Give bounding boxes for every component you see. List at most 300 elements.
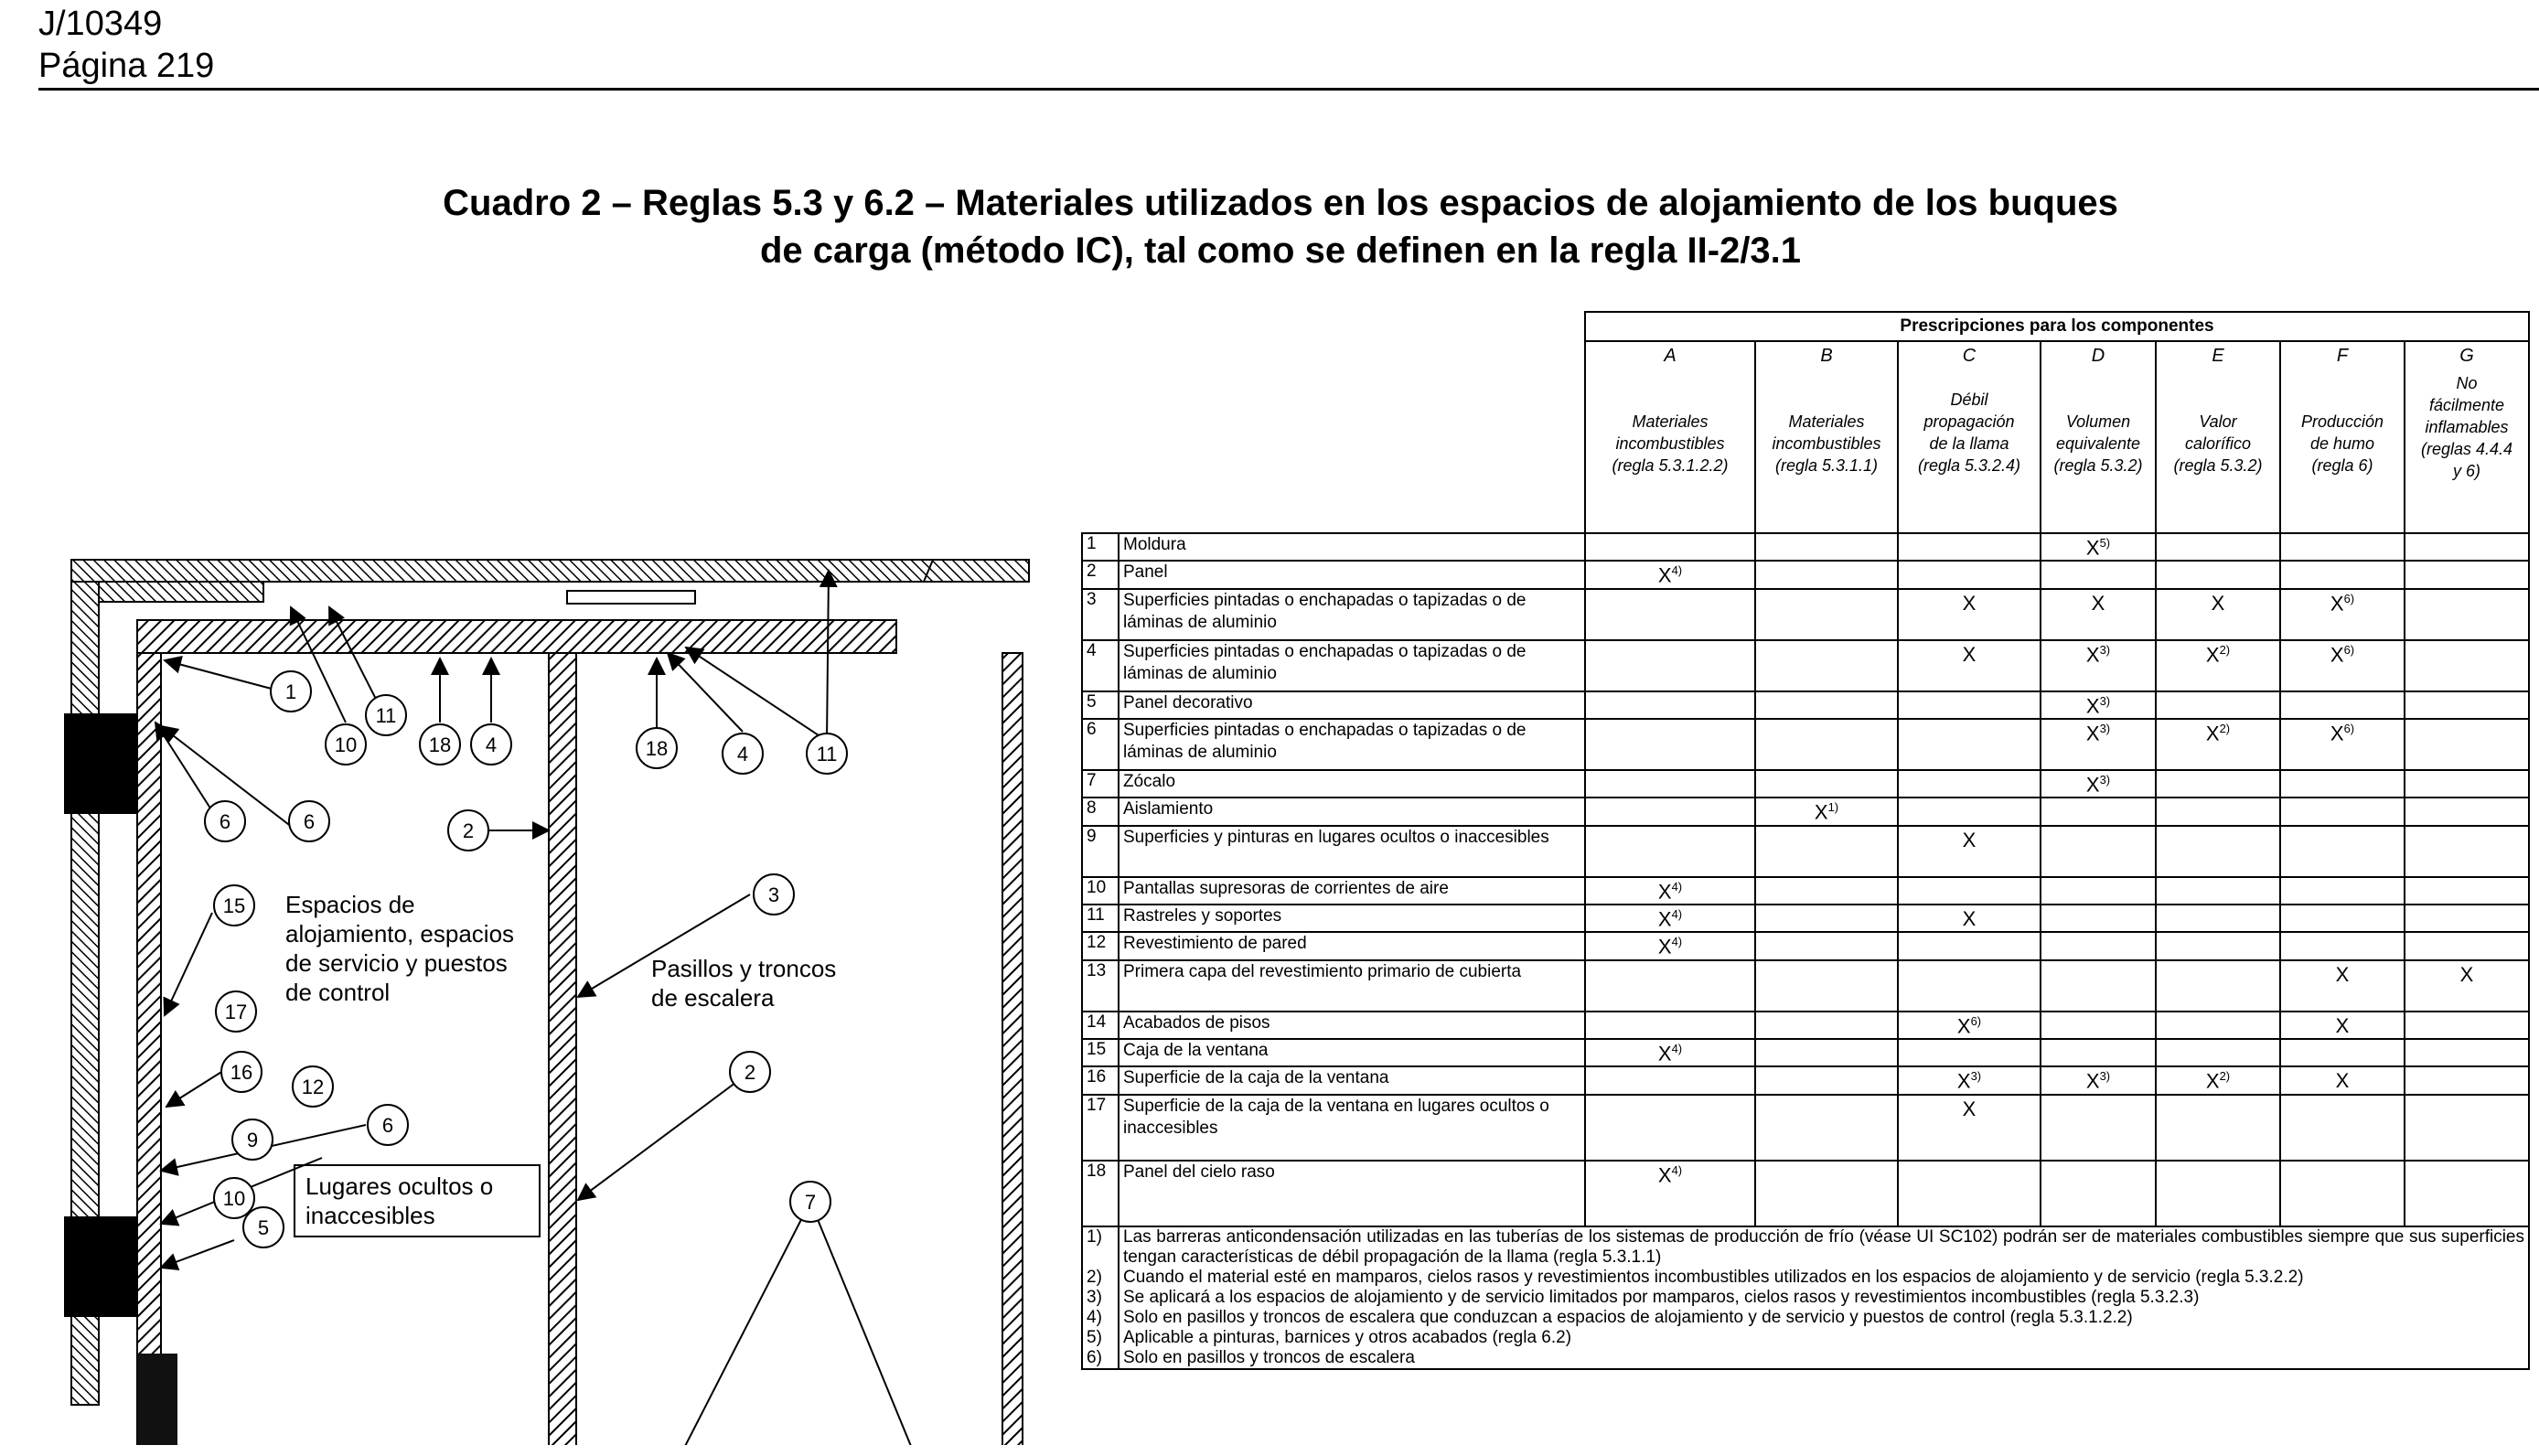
column-header-c: [1898, 341, 2041, 533]
column-header-e: [2156, 341, 2280, 533]
lining-wall: [137, 653, 161, 1445]
row-number: 1: [1082, 533, 1119, 561]
mark-cell: [2405, 877, 2529, 905]
footnote-number: 2): [1082, 1268, 1119, 1288]
column-desc-line: de la llama: [1929, 434, 2009, 453]
table-row: [1082, 826, 2529, 877]
mark-cell: [2041, 960, 2156, 1012]
mark-cell: X: [1898, 640, 2041, 691]
row-number: 3: [1082, 589, 1119, 640]
mark-cell: [2156, 1095, 2280, 1161]
mark-cell: [1755, 877, 1898, 905]
column-desc-line: (regla 6): [2311, 456, 2373, 475]
mark-cell: X: [1898, 905, 2041, 932]
mark-cell: [2405, 932, 2529, 959]
svg-text:6: 6: [381, 1114, 394, 1137]
column-header-b: [1755, 341, 1898, 533]
column-desc-line: (regla 5.3.2.4): [1917, 456, 2021, 475]
mark-cell: [2280, 905, 2405, 932]
callout-2: [448, 810, 488, 851]
row-description: Superficies pintadas o enchapadas o tapizadas o de láminas de aluminio: [1119, 589, 1585, 640]
mark-cell: [2405, 691, 2529, 719]
mark-cell: [2041, 1161, 2156, 1226]
footnote-ref: 4): [1671, 935, 1683, 949]
footnote-row: [1082, 1268, 2529, 1288]
row-description: Moldura: [1119, 533, 1585, 561]
mark-cell: [2280, 691, 2405, 719]
column-desc-line: No: [2456, 374, 2478, 392]
bulkhead: [549, 653, 576, 1445]
cross-section-diagram: [0, 302, 1066, 1445]
mark-cell: $X^{3)}$: [2041, 691, 2156, 719]
mark-cell: [2156, 960, 2280, 1012]
table-row: [1082, 1066, 2529, 1094]
mark-cell: [2405, 719, 2529, 770]
mark-cell: [1755, 691, 1898, 719]
callout-6c: [368, 1105, 408, 1145]
mark-cell: [2041, 798, 2156, 825]
mark-cell: [1755, 1066, 1898, 1094]
svg-text:18: 18: [428, 733, 452, 756]
ceiling-panel: [137, 620, 896, 653]
table-title: [302, 179, 2259, 274]
mark-cell: [1755, 960, 1898, 1012]
mark-cell: [2156, 691, 2280, 719]
mark-cell: X: [2280, 1012, 2405, 1039]
column-header-a: [1585, 341, 1755, 533]
mark-cell: [2041, 932, 2156, 959]
mark-cell: $X^{4)}$: [1585, 1039, 1755, 1066]
column-desc-line: Valor: [2199, 412, 2237, 431]
mark-cell: [1898, 932, 2041, 959]
callout-17: [216, 991, 256, 1032]
mark-cell: [1755, 1161, 1898, 1226]
mark-cell: [2405, 770, 2529, 798]
table-row: [1082, 905, 2529, 932]
mark-cell: X: [2156, 589, 2280, 640]
row-number: 8: [1082, 798, 1119, 825]
label-accommodation-3: de control: [285, 979, 391, 1006]
footnote-text: Las barreras anticondensación utilizadas en las tuberías de los sistemas de producción de frío (véase UI SC102) podrán ser de materiales combustibles siempre que sus superficies tengan características de débil propagación de la llama (regla 5.3.1.1): [1119, 1226, 2529, 1268]
table-row: [1082, 533, 2529, 561]
mark-cell: [1898, 770, 2041, 798]
table-row: [1082, 691, 2529, 719]
callout-10: [326, 724, 366, 765]
row-description: Superficies pintadas o enchapadas o tapizadas o de láminas de aluminio: [1119, 640, 1585, 691]
svg-text:11: 11: [375, 704, 397, 727]
svg-text:1: 1: [284, 680, 297, 703]
mark-cell: X: [2280, 1066, 2405, 1094]
column-header-g: [2405, 341, 2529, 533]
mark-cell: [1755, 770, 1898, 798]
mark-cell: $X^{4)}$: [1585, 932, 1755, 959]
mark-cell: [2280, 533, 2405, 561]
mark-cell: $X^{3)}$: [2041, 640, 2156, 691]
mark-cell: [2280, 826, 2405, 877]
label-concealed-0: Lugares ocultos o: [305, 1172, 494, 1200]
footnote-ref: 6): [2343, 721, 2355, 735]
row-description: Superficie de la caja de la ventana: [1119, 1066, 1585, 1094]
footnote-ref: 4): [1671, 1162, 1683, 1177]
page-number: Página 219: [38, 47, 215, 85]
footnote-number: 4): [1082, 1308, 1119, 1328]
row-number: 13: [1082, 960, 1119, 1012]
mark-cell: [2156, 826, 2280, 877]
mark-cell: [1755, 640, 1898, 691]
mark-cell: [2041, 1095, 2156, 1161]
footnote-number: 6): [1082, 1348, 1119, 1369]
callout-7: [790, 1182, 830, 1222]
column-desc-line: fácilmente: [2428, 396, 2505, 414]
footnote-ref: 3): [2099, 721, 2111, 735]
footnote-ref: 2): [2219, 721, 2231, 735]
mark-cell: $X^{3)}$: [1898, 1066, 2041, 1094]
column-desc-line: Producción: [2300, 412, 2384, 431]
callout-3: [754, 874, 794, 915]
mark-cell: [1755, 561, 1898, 588]
mark-cell: $X^{4)}$: [1585, 561, 1755, 588]
row-description: Acabados de pisos: [1119, 1012, 1585, 1039]
mark-cell: [2280, 1095, 2405, 1161]
title-line-2: de carga (método IC), tal como se definen en la regla II-2/3.1: [759, 230, 1802, 271]
svg-text:12: 12: [301, 1076, 325, 1098]
footnote-ref: 6): [1970, 1013, 1982, 1028]
footnote-number: 5): [1082, 1328, 1119, 1348]
upper-deck: [71, 560, 1029, 602]
callout-6b: [289, 801, 329, 841]
mark-cell: $X^{3)}$: [2041, 719, 2156, 770]
row-description: Zócalo: [1119, 770, 1585, 798]
footnote-ref: 3): [2099, 642, 2111, 657]
row-number: 9: [1082, 826, 1119, 877]
footnote-row: [1082, 1308, 2529, 1328]
row-number: 16: [1082, 1066, 1119, 1094]
table-row: [1082, 1012, 2529, 1039]
row-number: 7: [1082, 770, 1119, 798]
column-desc-line: Débil: [1950, 391, 1988, 409]
mark-cell: $X^{2)}$: [2156, 1066, 2280, 1094]
mark-cell: [2405, 561, 2529, 588]
row-description: Caja de la ventana: [1119, 1039, 1585, 1066]
mark-cell: [2041, 826, 2156, 877]
mark-cell: $X^{4)}$: [1585, 1161, 1755, 1226]
row-description: Panel del cielo raso: [1119, 1161, 1585, 1226]
callout-11b: [807, 733, 847, 774]
row-number: 10: [1082, 877, 1119, 905]
svg-text:2: 2: [462, 819, 475, 842]
svg-text:17: 17: [224, 1001, 248, 1023]
mark-cell: $X^{6)}$: [2280, 640, 2405, 691]
footnote-row: [1082, 1226, 2529, 1268]
mark-cell: [1585, 770, 1755, 798]
mark-cell: [2405, 1066, 2529, 1094]
footnote-row: [1082, 1348, 2529, 1369]
mark-cell: $X^{6)}$: [1898, 1012, 2041, 1039]
row-number: 17: [1082, 1095, 1119, 1161]
callout-10b: [214, 1178, 254, 1218]
mark-cell: [1898, 691, 2041, 719]
callout-4: [471, 724, 511, 765]
mark-cell: [1585, 798, 1755, 825]
column-desc-line: Materiales: [1788, 412, 1865, 431]
mark-cell: [2041, 905, 2156, 932]
table-row: [1082, 877, 2529, 905]
row-number: 18: [1082, 1161, 1119, 1226]
mark-cell: X: [1898, 589, 2041, 640]
column-desc-line: Volumen: [2065, 412, 2131, 431]
mark-cell: [1585, 1095, 1755, 1161]
svg-text:15: 15: [222, 894, 246, 917]
callout-1: [271, 671, 311, 712]
mark-cell: [1755, 1012, 1898, 1039]
mark-cell: [2405, 533, 2529, 561]
callout-15: [214, 885, 254, 926]
row-number: 6: [1082, 719, 1119, 770]
callout-6: [205, 801, 245, 841]
table-row: [1082, 960, 2529, 1012]
mark-cell: [2041, 1012, 2156, 1039]
mark-cell: $X^{3)}$: [2041, 1066, 2156, 1094]
mark-cell: [1755, 826, 1898, 877]
table-row: [1082, 932, 2529, 959]
callout-9: [232, 1119, 273, 1160]
mark-cell: [2280, 798, 2405, 825]
column-letter: B: [1820, 346, 1833, 366]
mark-cell: [2156, 1012, 2280, 1039]
mark-cell: [1898, 877, 2041, 905]
mark-cell: X: [1898, 1095, 2041, 1161]
mark-cell: [2041, 561, 2156, 588]
callout-18: [420, 724, 460, 765]
callout-18b: [637, 728, 677, 768]
row-description: Rastreles y soportes: [1119, 905, 1585, 932]
row-number: 2: [1082, 561, 1119, 588]
mark-cell: [2280, 877, 2405, 905]
row-description: Panel decorativo: [1119, 691, 1585, 719]
row-number: 5: [1082, 691, 1119, 719]
row-number: 11: [1082, 905, 1119, 932]
mark-cell: $X^{6)}$: [2280, 719, 2405, 770]
column-letter: D: [2091, 346, 2105, 366]
svg-text:18: 18: [645, 737, 669, 760]
mark-cell: [2156, 1161, 2280, 1226]
footnote-ref: 2): [2219, 1069, 2231, 1084]
table-row: [1082, 1039, 2529, 1066]
mark-cell: [1755, 533, 1898, 561]
mark-cell: [2156, 877, 2280, 905]
column-desc-line: y 6): [2452, 462, 2480, 480]
footnote-ref: 5): [2099, 536, 2111, 550]
footnote-ref: 3): [2099, 693, 2111, 708]
mark-cell: [1898, 960, 2041, 1012]
footnote-ref: 4): [1671, 563, 1683, 578]
wall-lining-block: [137, 1354, 177, 1445]
footnote-ref: 3): [2099, 772, 2111, 787]
mark-cell: [1755, 932, 1898, 959]
table-row: [1082, 589, 2529, 640]
table-row: [1082, 640, 2529, 691]
column-desc-line: calorífico: [2184, 434, 2252, 453]
footnote-row: [1082, 1288, 2529, 1308]
mark-cell: [2156, 1039, 2280, 1066]
svg-text:4: 4: [736, 743, 749, 765]
mark-cell: [1585, 826, 1755, 877]
column-desc-line: (reglas 4.4.4: [2420, 440, 2513, 458]
label-corridors-1: de escalera: [651, 984, 775, 1012]
row-description: Superficies pintadas o enchapadas o tapizadas o de láminas de aluminio: [1119, 719, 1585, 770]
mark-cell: $X^{2)}$: [2156, 719, 2280, 770]
label-accommodation-1: alojamiento, espacios: [285, 920, 515, 947]
column-desc-line: (regla 5.3.2): [2053, 456, 2143, 475]
column-desc-line: equivalente: [2055, 434, 2141, 453]
footnote-text: Se aplicará a los espacios de alojamiento y de servicio limitados por mamparos, cielos rasos y revestimientos incombustibles (regla 5.3.2.3): [1119, 1288, 2529, 1308]
mark-cell: [2156, 798, 2280, 825]
svg-text:6: 6: [219, 810, 231, 833]
column-letter: E: [2212, 346, 2224, 366]
mark-cell: [2405, 1039, 2529, 1066]
mark-cell: [2280, 932, 2405, 959]
footnote-text: Solo en pasillos y troncos de escalera que conduzcan a espacios de alojamiento y de servicio y puestos de control (regla 5.3.1.2.2): [1119, 1308, 2529, 1328]
column-desc-line: (regla 5.3.2): [2173, 456, 2263, 475]
footnote-ref: 3): [1970, 1069, 1982, 1084]
mark-cell: [2156, 561, 2280, 588]
mark-cell: X: [2041, 589, 2156, 640]
mark-cell: [1898, 798, 2041, 825]
mark-cell: [1585, 719, 1755, 770]
footnote-ref: 4): [1671, 906, 1683, 921]
mark-cell: X: [1898, 826, 2041, 877]
footnote-number: 1): [1082, 1226, 1119, 1268]
footnote-number: 3): [1082, 1288, 1119, 1308]
svg-text:4: 4: [485, 733, 498, 756]
mark-cell: X: [2405, 960, 2529, 1012]
label-corridors-0: Pasillos y troncos: [651, 955, 837, 982]
callout-11: [366, 695, 406, 735]
table-row: [1082, 1095, 2529, 1161]
mark-cell: [2405, 589, 2529, 640]
right-wall: [1002, 653, 1023, 1445]
row-description: Primera capa del revestimiento primario de cubierta: [1119, 960, 1585, 1012]
mark-cell: [2405, 640, 2529, 691]
footnote-ref: 4): [1671, 1041, 1683, 1055]
column-desc-line: de humo: [2309, 434, 2375, 453]
mark-cell: [2405, 826, 2529, 877]
row-description: Superficie de la caja de la ventana en lugares ocultos o inaccesibles: [1119, 1095, 1585, 1161]
mark-cell: $X^{1)}$: [1755, 798, 1898, 825]
mark-cell: [2156, 905, 2280, 932]
footnote-row: [1082, 1328, 2529, 1348]
table-row: [1082, 719, 2529, 770]
row-description: Panel: [1119, 561, 1585, 588]
mark-cell: [1898, 561, 2041, 588]
window-box: [64, 713, 137, 814]
document-id: J/10349: [38, 5, 163, 43]
column-desc-line: inflamables: [2425, 418, 2509, 436]
table-row: [1082, 561, 2529, 588]
svg-text:11: 11: [816, 743, 838, 765]
mark-cell: [1585, 1012, 1755, 1039]
mark-cell: [1755, 905, 1898, 932]
row-description: Superficies y pinturas en lugares ocultos o inaccesibles: [1119, 826, 1585, 877]
column-letter: A: [1664, 346, 1677, 366]
mark-cell: [2041, 877, 2156, 905]
mark-cell: [1585, 1066, 1755, 1094]
column-header-f: [2280, 341, 2405, 533]
footnote-ref: 3): [2099, 1069, 2111, 1084]
mark-cell: $X^{4)}$: [1585, 877, 1755, 905]
row-description: Revestimiento de pared: [1119, 932, 1585, 959]
window-box-lower: [64, 1216, 137, 1317]
mark-cell: [2156, 932, 2280, 959]
svg-text:10: 10: [222, 1187, 246, 1210]
mark-cell: $X^{4)}$: [1585, 905, 1755, 932]
svg-text:9: 9: [246, 1129, 259, 1151]
label-accommodation-2: de servicio y puestos: [285, 949, 508, 977]
callout-12: [293, 1066, 333, 1107]
row-description: Pantallas supresoras de corrientes de aire: [1119, 877, 1585, 905]
column-desc-line: incombustibles: [1615, 434, 1725, 453]
row-number: 12: [1082, 932, 1119, 959]
footnote-ref: 4): [1671, 879, 1683, 894]
mark-cell: [1898, 533, 2041, 561]
table-row: [1082, 1161, 2529, 1226]
callout-16: [221, 1052, 262, 1092]
column-letter: G: [2459, 346, 2474, 366]
mark-cell: [1755, 589, 1898, 640]
mark-cell: [1898, 1161, 2041, 1226]
svg-text:7: 7: [804, 1191, 817, 1214]
label-accommodation-0: Espacios de: [285, 891, 415, 918]
svg-text:3: 3: [767, 883, 780, 906]
mark-cell: [1585, 533, 1755, 561]
column-desc-line: (regla 5.3.1.1): [1774, 456, 1879, 475]
mark-cell: [2156, 770, 2280, 798]
mark-cell: [1755, 719, 1898, 770]
footnote-ref: 1): [1827, 800, 1839, 815]
mark-cell: [1898, 1039, 2041, 1066]
svg-text:5: 5: [257, 1216, 270, 1239]
label-concealed-1: inaccesibles: [305, 1202, 435, 1229]
table-row: [1082, 798, 2529, 825]
column-desc-line: Materiales: [1632, 412, 1709, 431]
mark-cell: $X^{6)}$: [2280, 589, 2405, 640]
svg-text:2: 2: [744, 1061, 756, 1084]
mark-cell: [1585, 691, 1755, 719]
row-number: 14: [1082, 1012, 1119, 1039]
svg-text:10: 10: [334, 733, 358, 756]
mark-cell: $X^{5)}$: [2041, 533, 2156, 561]
title-line-1: Cuadro 2 – Reglas 5.3 y 6.2 – Materiales utilizados en los espacios de alojamiento de los buques: [443, 183, 2118, 223]
mark-cell: [2041, 1039, 2156, 1066]
row-description: Aislamiento: [1119, 798, 1585, 825]
mark-cell: [2280, 770, 2405, 798]
mark-cell: [2405, 1095, 2529, 1161]
mark-cell: [2280, 1039, 2405, 1066]
mark-cell: [2405, 905, 2529, 932]
mark-cell: $X^{3)}$: [2041, 770, 2156, 798]
mark-cell: [2156, 533, 2280, 561]
column-desc-line: incombustibles: [1772, 434, 1881, 453]
footnote-text: Aplicable a pinturas, barnices y otros acabados (regla 6.2): [1119, 1328, 2529, 1348]
row-number: 15: [1082, 1039, 1119, 1066]
footnote-text: Solo en pasillos y troncos de escalera: [1119, 1348, 2529, 1369]
mark-cell: [1585, 640, 1755, 691]
mark-cell: $X^{2)}$: [2156, 640, 2280, 691]
footnote-text: Cuando el material esté en mamparos, cielos rasos y revestimientos incombustibles utilizados en los espacios de alojamiento y de servicio (regla 5.3.2.2): [1119, 1268, 2529, 1288]
callout-2b: [730, 1052, 770, 1092]
requirements-group-header: Prescripciones para los componentes: [1585, 312, 2529, 341]
mark-cell: [2280, 1161, 2405, 1226]
